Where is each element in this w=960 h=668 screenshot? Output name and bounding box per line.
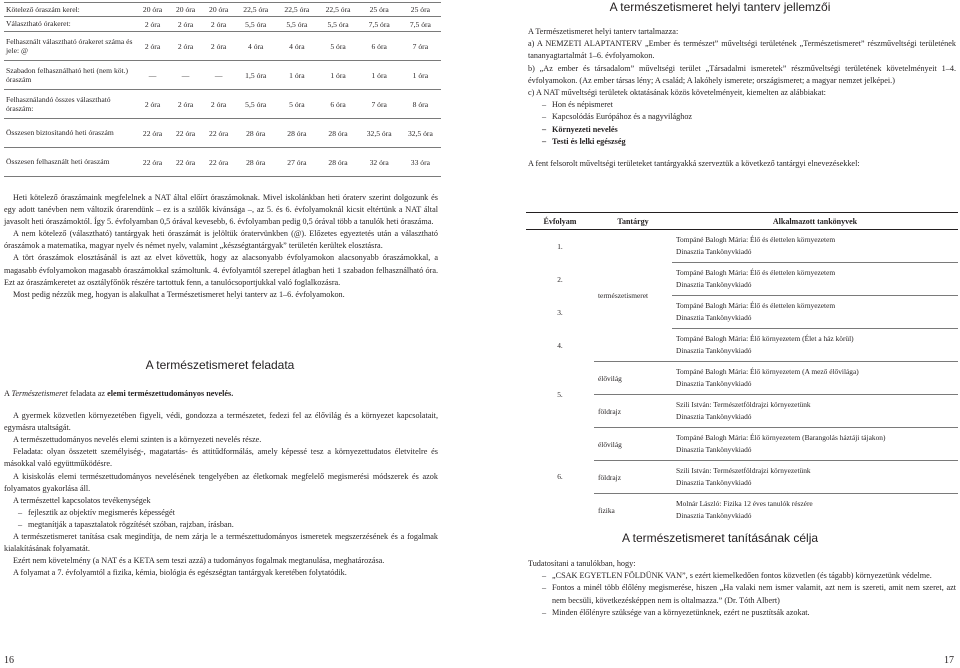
hours-cell: 2 óra	[169, 17, 202, 32]
column-header: Alkalmazott tankönyvek	[672, 213, 958, 230]
hours-cell: 4 óra	[235, 32, 276, 61]
hours-row	[4, 148, 441, 177]
hours-row-label: Összesen biztosítandó heti óraszám	[4, 119, 136, 148]
hours-explanation	[4, 192, 438, 301]
paragraph: A nem kötelező (választható) tantárgyak heti óraszámát is jelöltük óratervünkben (@). Előzetes egyeztetés után a választható óraszámok a matematika, magyar nyelv és német nyelv, valamint „készségtantárgyak” területén kerültek elosztásra.	[4, 229, 438, 251]
hours-cell: 1 óra	[359, 61, 400, 90]
list-item: – „CSAK EGYETLEN FÖLDÜNK VAN”, s ezért kiemelkedően fontos közvetlen (és tágabb) környezetünk védelme.	[528, 570, 956, 582]
hours-cell: 22,5 óra	[276, 3, 317, 17]
hours-row-label: Felhasznált választható órakeret száma és jele: @	[4, 32, 136, 61]
hours-cell: 28 óra	[235, 119, 276, 148]
hours-cell: 28 óra	[317, 148, 358, 177]
hours-cell: 2 óra	[136, 90, 169, 119]
year-cell: 1.	[557, 241, 563, 251]
hours-cell: 1 óra	[317, 61, 358, 90]
hours-cell: 2 óra	[169, 32, 202, 61]
hours-row-label: Felhasználandó összes választható óraszám:	[4, 90, 136, 119]
list-item: – Kapcsolódás Európához és a nagyvilághoz	[528, 111, 956, 123]
hours-cell: 5,5 óra	[317, 17, 358, 32]
hours-row-label: Választható órakeret:	[4, 17, 136, 32]
activity-list	[4, 507, 438, 531]
page-number: 16	[4, 655, 14, 666]
hours-cell: 22,5 óra	[235, 3, 276, 17]
list-item: – Testi és lelki egészség	[528, 136, 956, 148]
column-header: Évfolyam	[526, 213, 594, 230]
right-page	[480, 0, 960, 668]
subject-cell: élővilág	[594, 362, 672, 395]
hours-cell: 2 óra	[169, 90, 202, 119]
book-cell: Tompáné Balogh Mária: Élő és élettelen környezetem Dinasztia Tankönyvkiadó	[672, 296, 958, 329]
hours-cell: 22 óra	[169, 119, 202, 148]
hours-cell: 2 óra	[202, 90, 235, 119]
hours-cell: 27 óra	[276, 148, 317, 177]
paragraph: A gyermek közvetlen környezetében figyeli, védi, gondozza a természetet, fedezi fel az élővilág és a környezet kapcsolatait, egymásra utaltságát.	[4, 411, 438, 433]
hours-cell: 5 óra	[317, 32, 358, 61]
hours-row	[4, 17, 441, 32]
list-item: – fejlesztik az objektív megismerés képességét	[4, 507, 438, 519]
year-cell: 2.	[557, 274, 563, 284]
hours-cell: 25 óra	[400, 3, 441, 17]
paragraph: Tudatosítani a tanulókban, hogy:	[528, 559, 636, 568]
hours-cell: 2 óra	[202, 17, 235, 32]
year-cell: 5.	[557, 390, 563, 399]
hours-cell: 6 óra	[317, 90, 358, 119]
book-cell: Tompáné Balogh Mária: Élő környezetem (Élet a ház körül) Dinasztia Tankönyvkiadó	[672, 329, 958, 362]
list-item: – Fontos a minél több élőlény megismerése, hiszen „Ha valaki nem ismer valamit, azt nem is szereti, amit nem szeret, azt nem becsüli, következésképpen nem is oltalmazza.” (Dr. Tóth Albert)	[528, 582, 956, 606]
hours-cell: 7,5 óra	[359, 17, 400, 32]
hours-cell: 5,5 óra	[235, 17, 276, 32]
paragraph: A folyamat a 7. évfolyamtól a fizika, kémia, biológia és egészségtan tantárgyak keretében folytatódik.	[13, 568, 347, 578]
hours-row	[4, 61, 441, 90]
hours-cell: 7 óra	[359, 90, 400, 119]
weekly-hours-table	[4, 2, 441, 177]
list-item: – Hon és népismeret	[528, 99, 956, 111]
requirements-list	[528, 99, 956, 148]
celja-section	[528, 558, 956, 619]
hours-cell: 5,5 óra	[276, 17, 317, 32]
page-number: 17	[944, 655, 954, 666]
year-cell: 3.	[557, 307, 563, 317]
hours-cell: 6 óra	[359, 32, 400, 61]
book-cell: Tompáné Balogh Mária: Élő környezetem (Barangolás háztáji tájakon) Dinasztia Tankönyvkiadó	[672, 428, 958, 461]
hours-cell: 22 óra	[169, 148, 202, 177]
hours-cell: 28 óra	[235, 148, 276, 177]
hours-row-label: Kötelező óraszám kerel:	[4, 3, 136, 17]
hours-cell: 5,5 óra	[235, 90, 276, 119]
subject-cell: földrajz	[594, 395, 672, 428]
hours-cell: 22 óra	[136, 119, 169, 148]
hours-cell: 22 óra	[202, 148, 235, 177]
paragraph: Feladata: olyan összetett személyiség-, magatartás- és attitűdformálás, amely képessé tesz a környezettudatos életvitelre és másokkal való együttműködésre.	[4, 447, 438, 469]
hours-cell: 32,5 óra	[400, 119, 441, 148]
year-cell: 4.	[557, 340, 563, 350]
column-header: Tantárgy	[594, 213, 672, 230]
hours-cell: 7 óra	[400, 32, 441, 61]
goals-list	[528, 570, 956, 619]
paragraph: A természettudományos nevelés elemi szinten is a környezeti nevelés része.	[13, 435, 262, 445]
paragraph: c) A NAT műveltségi területek oktatásának közös követelményeit, kiemelten az alábbiakat:	[528, 88, 826, 98]
paragraph: Ezért nem követelmény (a NAT és a KETA sem teszi azzá) a tudományos fogalmak megtanulása, meghatározása.	[13, 556, 385, 566]
feladata-intro: A Természetismeret feladata az elemi természettudományos nevelés.	[4, 389, 234, 398]
hours-cell: —	[136, 61, 169, 90]
hours-cell: 7,5 óra	[400, 17, 441, 32]
hours-row	[4, 32, 441, 61]
hours-cell: 28 óra	[276, 119, 317, 148]
book-cell: Tompáné Balogh Mária: Élő és élettelen környezetem Dinasztia Tankönyvkiadó	[676, 235, 836, 256]
textbooks-table	[526, 212, 958, 526]
hours-cell: —	[202, 61, 235, 90]
hours-cell: 28 óra	[317, 119, 358, 148]
paragraph: A természetismeret tanítása csak megindítja, de nem zárja le a természettudományos ismeretek megszerzésének és a fogalmak kialakításának folyamatát.	[4, 532, 438, 554]
section-heading-jellemzoi: A természetismeret helyi tanterv jellemzői	[609, 0, 831, 14]
book-cell: Tompáné Balogh Mária: Élő környezetem (A mező élővilága) Dinasztia Tankönyvkiadó	[672, 362, 958, 395]
hours-cell: 5 óra	[276, 90, 317, 119]
curriculum-contents	[528, 26, 956, 170]
list-item: – megtanítják a tapasztalatok rögzítését szóban, rajzban, írásban.	[4, 519, 438, 531]
paragraph: A természettel kapcsolatos tevékenységek	[13, 495, 151, 505]
section-heading-celja: A természetismeret tanításának célja	[621, 531, 819, 545]
hours-cell: 4 óra	[276, 32, 317, 61]
hours-cell: 22,5 óra	[317, 3, 358, 17]
hours-row	[4, 119, 441, 148]
hours-cell: 1 óra	[400, 61, 441, 90]
hours-cell: —	[169, 61, 202, 90]
hours-cell: 22 óra	[202, 119, 235, 148]
feladata-section	[4, 388, 438, 579]
hours-cell: 2 óra	[136, 32, 169, 61]
book-cell: Szili István: Természetföldrajzi környezetünk Dinasztia Tankönyvkiadó	[672, 461, 958, 494]
hours-cell: 2 óra	[202, 32, 235, 61]
hours-row-label: Szabadon felhasználható heti (nem köt.) óraszám	[4, 61, 136, 90]
paragraph: A tört óraszámok elosztásánál is azt az elvet követtük, hogy az alacsonyabb évfolyamokon alacsonyabb óraszámokkal, a magasabb évfolyamokon magasabb óraszámokkal számoltunk. 4. évfolyamtól szerepel átlagban heti 1 szabadon felhasználható óra. Ezt az óraszámkeretet az osztályfőnök részére tartottuk fenn, a tanulócsoportjukkal való foglalkozásra.	[4, 253, 438, 287]
paragraph: a) A NEMZETI ALAPTANTERV „Ember és természet” műveltségi területének „Természetismeret” részműveltségi területének tananyagtartalmát 1–6. évfolyamokon.	[528, 39, 956, 61]
hours-cell: 1 óra	[276, 61, 317, 90]
hours-cell: 32 óra	[359, 148, 400, 177]
paragraph: A fent felsorolt műveltségi területeket tantárgyakká szerveztük a következő tantárgyi elnevezésekkel:	[528, 159, 860, 169]
list-item: – Környezeti nevelés	[528, 124, 956, 136]
book-cell: Molnár László: Fizika 12 éves tanulók részére Dinasztia Tankönyvkiadó	[672, 494, 958, 527]
section-heading-feladata: A természetismeret feladata	[145, 358, 295, 372]
paragraph: Heti kötelező óraszámaink megfelelnek a NAT által előírt óraszámoknak. Mivel iskolánkban heti óraterv szerint dolgozunk és egy adott tanévben nem változik órarendünk – ez is a szülők kívánsága –, az 5. és 6. évfolyamoknál kicsit eltértünk a NAT által javasolt heti óraszámoktól. Így 5. évfolyamban 0,5 órával kevesebb, 6. évfolyamban pedig 0,5 órával több a tanulók heti óraszáma.	[4, 193, 438, 227]
book-cell: Szili István: Természetföldrajzi környezetünk Dinasztia Tankönyvkiadó	[672, 395, 958, 428]
hours-cell: 25 óra	[359, 3, 400, 17]
subject-cell: földrajz	[594, 461, 672, 494]
paragraph: A kisiskolás elemi természettudományos nevelésének tengelyében az életkornak megfelelő megismerési módszerek és azok folyamatos gyakorlása áll.	[4, 471, 438, 493]
hours-cell: 20 óra	[136, 3, 169, 17]
hours-cell: 2 óra	[136, 17, 169, 32]
hours-row	[4, 3, 441, 17]
hours-cell: 20 óra	[169, 3, 202, 17]
hours-cell: 22 óra	[136, 148, 169, 177]
subject-cell: természetismeret	[598, 291, 649, 300]
paragraph: Most pedig nézzük meg, hogyan is alakulhat a Természetismeret helyi tanterv az 1–6. évfolyamokon.	[13, 289, 345, 299]
hours-cell: 32,5 óra	[359, 119, 400, 148]
hours-cell: 33 óra	[400, 148, 441, 177]
hours-cell: 8 óra	[400, 90, 441, 119]
list-item: – Minden élőlényre szüksége van a környezetünknek, ezért ne pusztítsák azokat.	[528, 607, 956, 619]
subject-cell: fizika	[594, 494, 672, 527]
hours-cell: 1,5 óra	[235, 61, 276, 90]
hours-row	[4, 90, 441, 119]
paragraph: A Természetismeret helyi tanterv tartalmazza:	[528, 27, 679, 36]
paragraph: b) „Az ember és társadalom” műveltségi terület „Társadalmi ismeretek” részműveltségi területének követelményeit 1–4. évfolyamokon. (Az ember társas lény; A család; A lakóhely ismerete; országismeret; a magyar nemzet jelképei.)	[528, 63, 956, 85]
subject-cell: élővilág	[594, 428, 672, 461]
hours-row-label: Összesen felhasznált heti óraszám	[4, 148, 136, 177]
year-cell: 6.	[557, 472, 563, 482]
book-cell: Tompáné Balogh Mária: Élő és élettelen környezetem Dinasztia Tankönyvkiadó	[672, 263, 958, 296]
hours-cell: 20 óra	[202, 3, 235, 17]
